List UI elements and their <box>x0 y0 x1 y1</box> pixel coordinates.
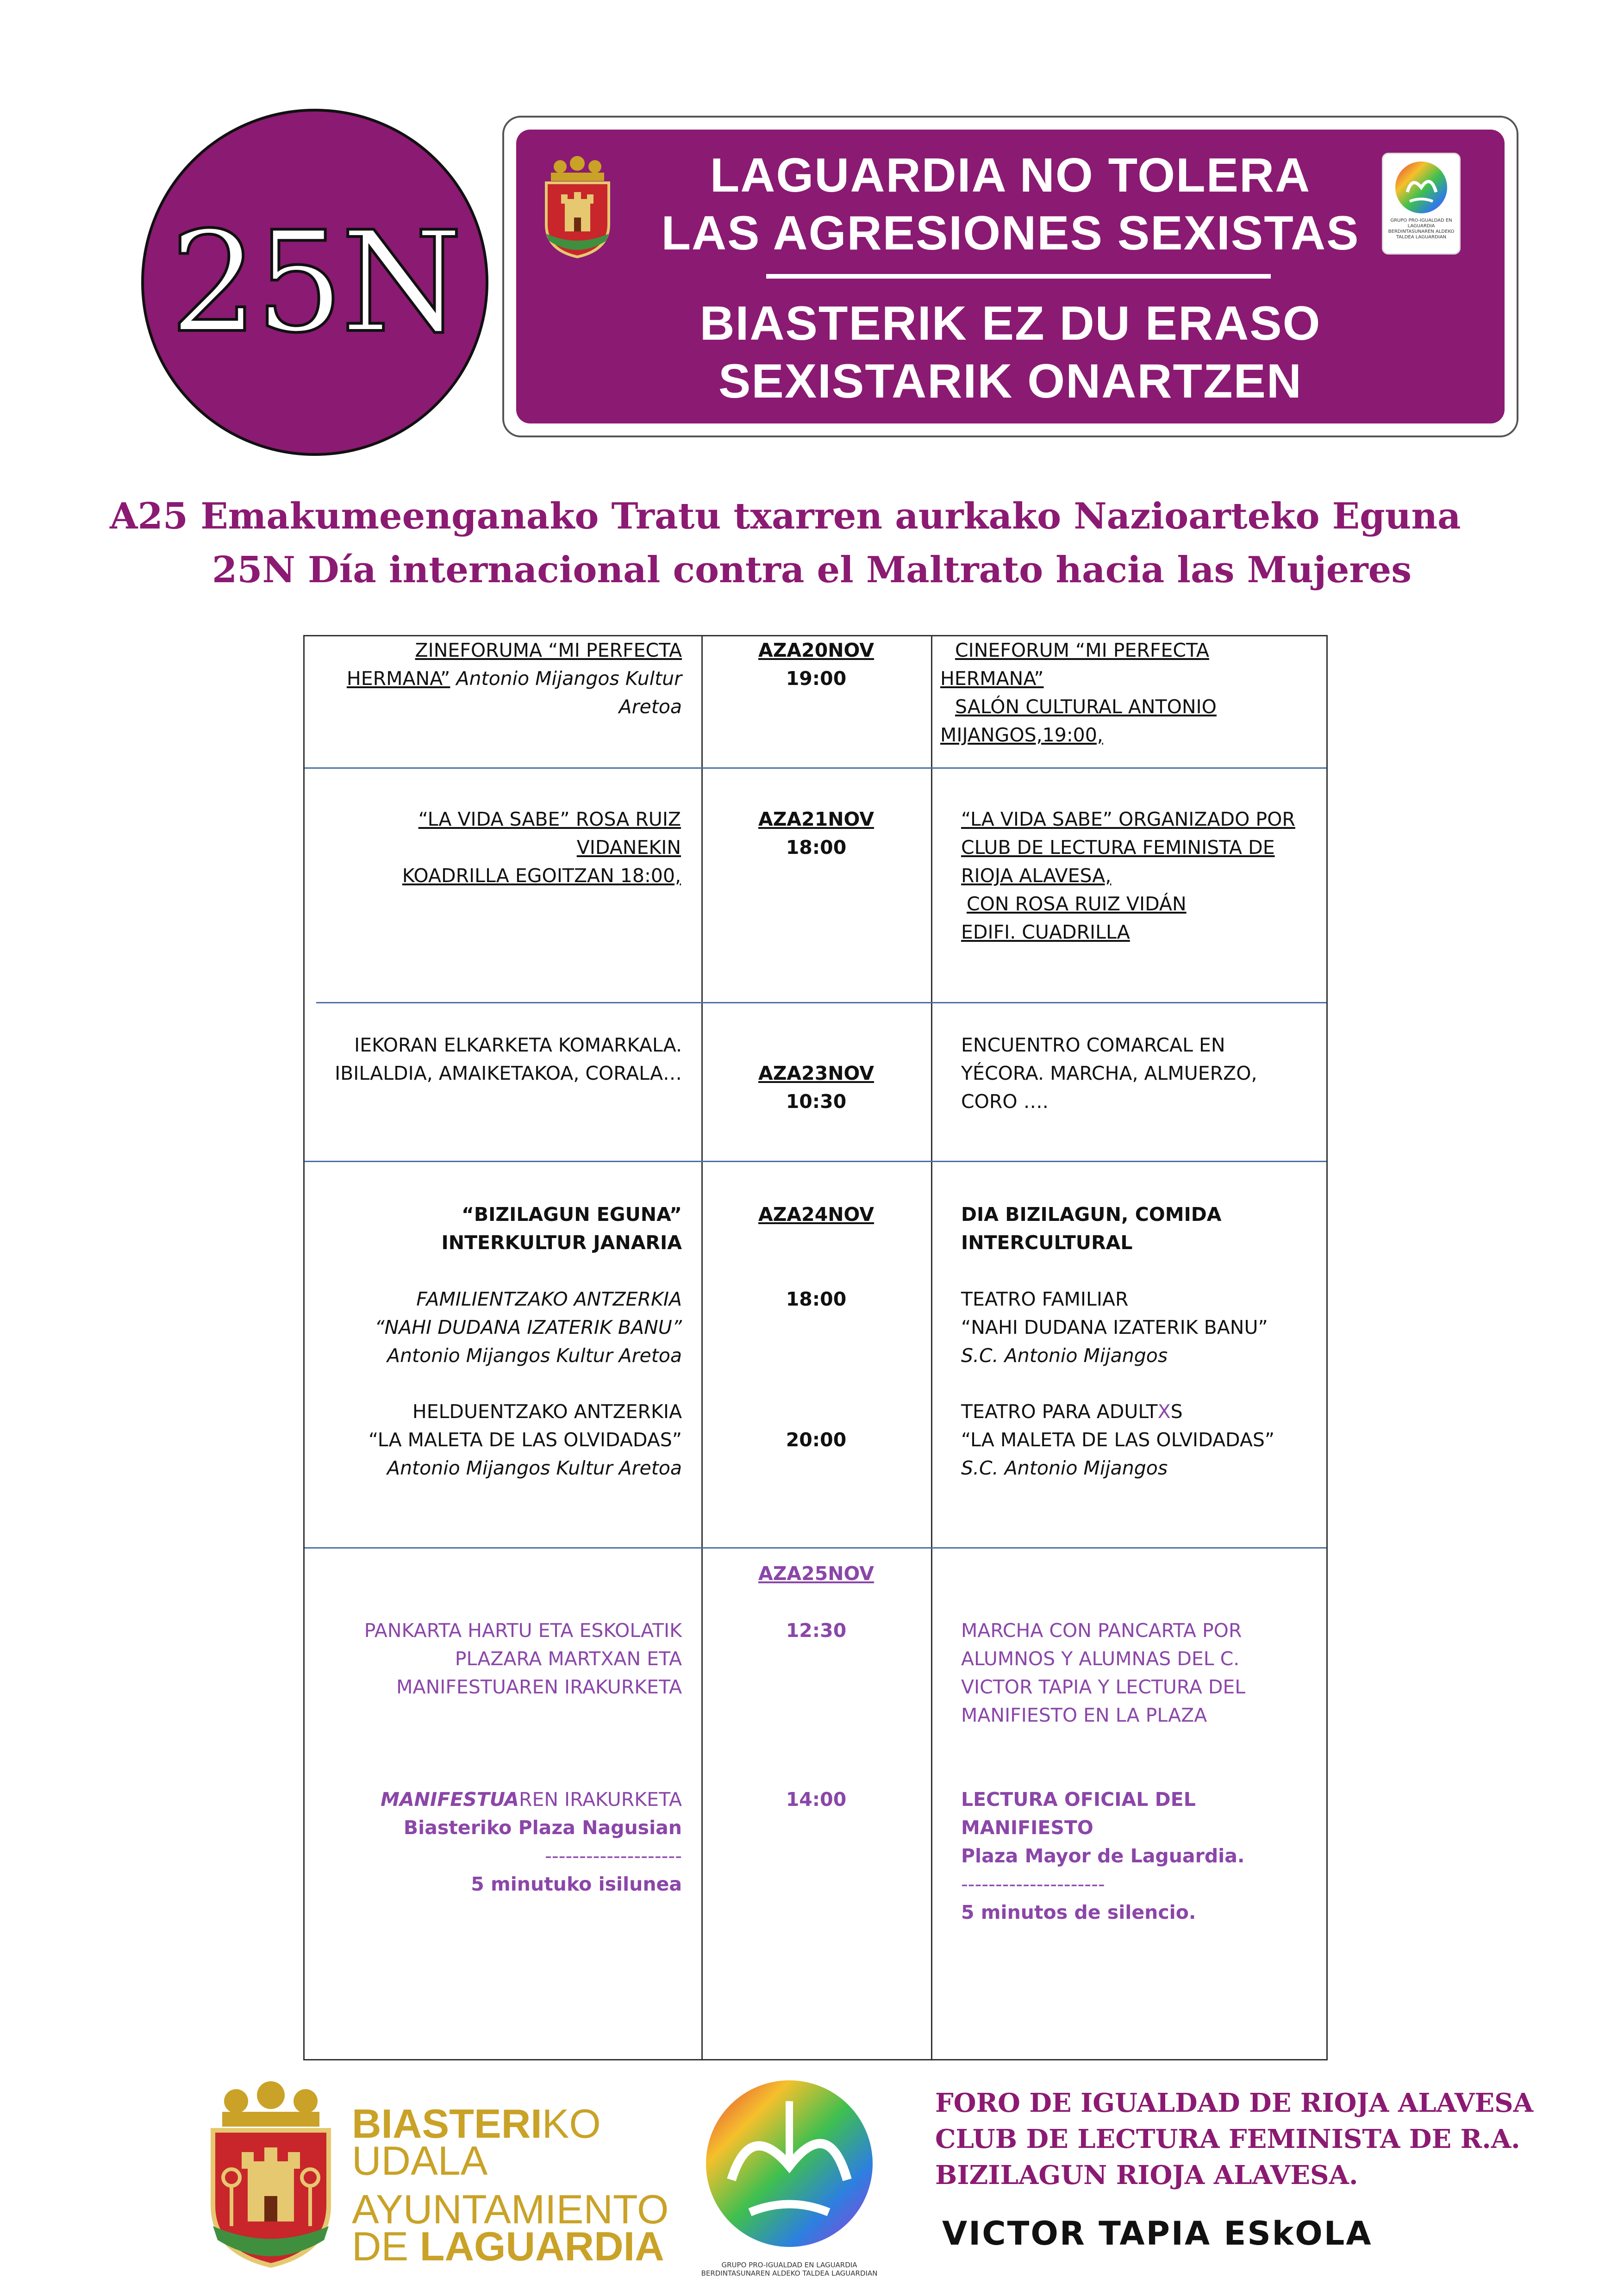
event-2-eu-line-3: KOADRILLA EGOITZAN 18:00, <box>402 865 681 887</box>
event-5-eu-line-3: Antonio Mijangos Kultur Aretoa <box>387 1344 682 1367</box>
event-1-time: 19:00 <box>786 667 847 690</box>
event-8-eu-line-2: Biasteriko Plaza Nagusian <box>403 1817 682 1839</box>
event-1-eu-line-2: HERMANA” <box>346 667 450 690</box>
event-7-basque <box>314 1617 682 1701</box>
event-6-basque <box>314 1398 682 1482</box>
title-spanish: 25N Día internacional contra el Maltrato hacia las Mujeres <box>212 549 1412 591</box>
event-7-date: AZA25NOV <box>758 1562 874 1585</box>
column-divider-2 <box>931 636 932 2059</box>
event-1-basque <box>314 636 682 721</box>
event-5-es-line-2: “NAHI DUDANA IZATERIK BANU” <box>961 1316 1268 1338</box>
event-6-eu-line-1: HELDUENTZAKO ANTZERKIA <box>412 1400 682 1423</box>
event-3-es-line-1: ENCUENTRO COMARCAL EN <box>961 1034 1225 1056</box>
event-4-date: AZA24NOV <box>758 1203 874 1226</box>
equality-group-footer-logo-icon <box>699 2073 880 2259</box>
event-4-es-line-2: INTERCULTURAL <box>961 1232 1133 1254</box>
council-word-laguardia: LAGUARDIA <box>419 2223 664 2269</box>
event-3-es-line-3: CORO …. <box>961 1090 1049 1113</box>
event-8-eu-line-4: 5 minutuko isilunea <box>471 1873 682 1895</box>
event-6-spanish <box>961 1398 1322 1482</box>
footer-logo-caption <box>685 2261 893 2277</box>
banner-line-3: BIASTERIK EZ DU ERASO <box>700 297 1321 350</box>
event-8-es-dashes: --------------------- <box>961 1873 1105 1895</box>
organizer-3: BIZILAGUN RIOJA ALAVESA. <box>935 2160 1358 2190</box>
event-7-es-line-2: ALUMNOS Y ALUMNAS DEL C. <box>961 1648 1240 1670</box>
event-5-time: 18:00 <box>786 1288 847 1310</box>
council-word-biasteri: BIASTERI <box>352 2101 542 2147</box>
event-2-eu-line-2: VIDANEKIN <box>576 836 681 859</box>
event-2-es-line-3: RIOJA ALAVESA, <box>961 865 1112 887</box>
event-8-time: 14:00 <box>786 1788 847 1811</box>
event-3-time: 10:30 <box>786 1090 847 1113</box>
event-3-basque <box>314 1031 682 1088</box>
event-2-es-line-5: EDIFI. CUADRILLA <box>961 921 1130 943</box>
event-2-datetime <box>703 805 930 862</box>
footer-logo-caption-1: GRUPO PRO-IGUALDAD EN LAGUARDIA <box>721 2261 857 2269</box>
header-banner <box>516 130 1505 423</box>
event-8-eu-dashes: -------------------- <box>545 1845 682 1867</box>
event-8-basque <box>314 1786 682 1898</box>
event-2-es-line-1: “LA VIDA SABE” ORGANIZADO POR <box>961 808 1295 830</box>
banner-logo-caption: GRUPO PRO-IGUALDAD EN LAGUARDIA BERDINTASUNAREN ALDEKO TALDEA LAGUARDIAN <box>1388 218 1455 240</box>
event-7-time: 12:30 <box>786 1619 847 1642</box>
event-3-eu-line-2: IBILALDIA, AMAIKETAKOA, CORALA… <box>335 1062 682 1084</box>
event-1-eu-venue-2: Aretoa <box>618 696 682 718</box>
event-8-es-line-2: Plaza Mayor de Laguardia. <box>961 1845 1245 1867</box>
event-2-date: AZA21NOV <box>758 808 874 830</box>
event-3-spanish <box>961 1031 1322 1116</box>
event-5-eu-line-2: “NAHI DUDANA IZATERIK BANU” <box>375 1316 682 1338</box>
banner-line-2: LAS AGRESIONES SEXISTAS <box>661 206 1360 260</box>
event-2-time: 18:00 <box>786 836 847 859</box>
event-7-es-line-1: MARCHA CON PANCARTA POR <box>961 1619 1242 1642</box>
organizers <box>935 2085 1533 2193</box>
organizer-1: FORO DE IGUALDAD DE RIOJA ALAVESA <box>935 2088 1534 2118</box>
event-3-date: AZA23NOV <box>758 1062 874 1084</box>
event-5-es-line-3: S.C. Antonio Mijangos <box>961 1344 1168 1367</box>
event-3-datetime <box>703 1059 930 1116</box>
school-name: VICTOR TAPIA ESkOLA <box>942 2215 1373 2252</box>
event-5-basque <box>314 1285 682 1370</box>
event-1-es-line-3: SALÓN CULTURAL ANTONIO <box>955 696 1217 718</box>
event-6-eu-line-2: “LA MALETA DE LAS OLVIDADAS” <box>368 1429 682 1451</box>
council-word-ko: KO <box>542 2101 601 2147</box>
event-2-es-line-4: CON ROSA RUIZ VIDÁN <box>967 893 1187 915</box>
event-8-eu-line-1a: MANIFESTUA <box>381 1788 519 1811</box>
row-divider-2 <box>316 1002 1326 1003</box>
event-4-es-line-1: DIA BIZILAGUN, COMIDA <box>961 1203 1222 1226</box>
event-6-eu-line-3: Antonio Mijangos Kultur Aretoa <box>387 1457 682 1479</box>
event-4-spanish <box>961 1201 1322 1257</box>
laguardia-shield-icon <box>537 155 618 259</box>
event-2-eu-line-1: “LA VIDA SABE” ROSA RUIZ <box>418 808 681 830</box>
council-shield-icon <box>199 2080 343 2270</box>
organizer-2: CLUB DE LECTURA FEMINISTA DE R.A. <box>935 2124 1520 2154</box>
event-6-es-line-1b: S <box>1170 1400 1183 1423</box>
row-divider-3 <box>305 1161 1326 1162</box>
event-1-datetime <box>703 636 930 693</box>
event-7-spanish <box>961 1617 1322 1730</box>
event-7-eu-line-1: PANKARTA HARTU ETA ESKOLATIK <box>364 1619 682 1642</box>
event-7-es-line-4: MANIFIESTO EN LA PLAZA <box>961 1704 1207 1726</box>
rainbow-circle-icon <box>1393 160 1449 215</box>
event-5-es-line-1: TEATRO FAMILIAR <box>961 1288 1129 1310</box>
event-6-es-line-1a: TEATRO PARA ADULT <box>961 1400 1158 1423</box>
council-ayuntamiento: AYUNTAMIENTO <box>352 2186 669 2232</box>
event-4-eu-line-2: INTERKULTUR JANARIA <box>441 1232 682 1254</box>
event-8-spanish <box>961 1786 1322 1927</box>
council-word-de: DE <box>352 2223 420 2269</box>
footer-logo-caption-2: BERDINTASUNAREN ALDEKO TALDEA LAGUARDIAN <box>701 2269 878 2277</box>
event-8-es-line-1: LECTURA OFICIAL DEL MANIFIESTO <box>961 1788 1196 1839</box>
event-1-date: AZA20NOV <box>758 639 874 661</box>
badge-25n <box>141 109 488 456</box>
banner-line-4: SEXISTARIK ONARTZEN <box>718 355 1302 408</box>
event-1-eu-venue: Antonio Mijangos Kultur <box>450 667 682 690</box>
row-divider-1 <box>305 767 1326 769</box>
event-4-eu-line-1: “BIZILAGUN EGUNA” <box>461 1203 682 1226</box>
badge-text: 25N <box>169 201 460 363</box>
event-6-time: 20:00 <box>786 1429 847 1451</box>
event-7-eu-line-2: PLAZARA MARTXAN ETA <box>455 1648 682 1670</box>
event-2-basque <box>314 805 681 890</box>
event-6-es-line-2: “LA MALETA DE LAS OLVIDADAS” <box>961 1429 1275 1451</box>
council-de-laguardia <box>352 2223 664 2269</box>
event-7-es-line-3: VICTOR TAPIA Y LECTURA DEL <box>961 1676 1246 1698</box>
events-table <box>303 635 1328 2060</box>
event-1-spanish <box>940 636 1320 749</box>
event-1-es-line-1: CINEFORUM “MI PERFECTA <box>955 639 1209 661</box>
equality-group-logo <box>1382 153 1461 255</box>
event-1-es-line-2: HERMANA” <box>940 667 1044 690</box>
event-3-es-line-2: YÉCORA. MARCHA, ALMUERZO, <box>961 1062 1257 1084</box>
event-3-eu-line-1: IEKORAN ELKARKETA KOMARKALA. <box>354 1034 682 1056</box>
event-6-es-x: X <box>1157 1400 1171 1423</box>
event-5-spanish <box>961 1285 1322 1370</box>
event-8-es-line-4: 5 minutos de silencio. <box>961 1901 1196 1923</box>
event-6-es-line-3: S.C. Antonio Mijangos <box>961 1457 1168 1479</box>
council-udala: UDALA <box>352 2138 488 2184</box>
event-1-eu-line-1: ZINEFORUMA “MI PERFECTA <box>415 639 682 661</box>
event-1-es-line-4: MIJANGOS,19:00, <box>940 724 1103 746</box>
title-basque: A25 Emakumeenganako Tratu txarren aurkako Nazioarteko Eguna <box>110 495 1461 537</box>
event-2-spanish <box>961 805 1322 946</box>
event-5-eu-line-1: FAMILIENTZAKO ANTZERKIA <box>416 1288 682 1310</box>
event-8-eu-line-1b: REN IRAKURKETA <box>518 1788 682 1811</box>
banner-line-1: LAGUARDIA NO TOLERA <box>710 149 1311 202</box>
banner-divider <box>766 274 1271 279</box>
event-2-es-line-2: CLUB DE LECTURA FEMINISTA DE <box>961 836 1275 859</box>
event-7-eu-line-3: MANIFESTUAREN IRAKURKETA <box>396 1676 682 1698</box>
event-4-basque <box>314 1201 682 1257</box>
row-divider-4 <box>305 1547 1326 1549</box>
